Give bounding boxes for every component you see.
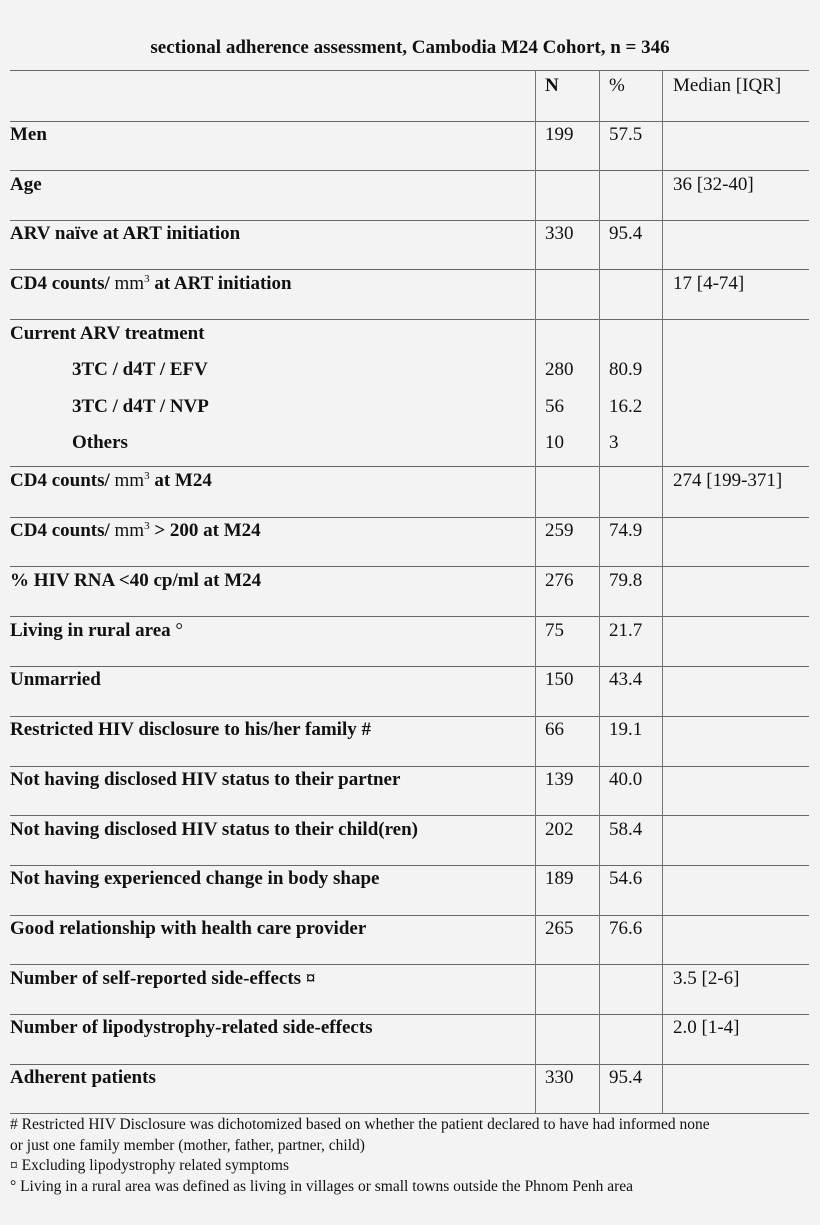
cell-n: 280 <box>545 359 574 380</box>
cell-n: 150 <box>545 669 574 690</box>
cell-n: 56 <box>545 396 564 417</box>
cell-n: 139 <box>545 769 574 790</box>
row-label: ARV naïve at ART initiation <box>10 223 241 244</box>
row-label-pre: CD4 counts/ <box>10 520 110 541</box>
row-label: 3TC / d4T / NVP <box>72 396 209 417</box>
cell-median: 3.5 [2-6] <box>673 968 740 989</box>
cell-pct: 76.6 <box>609 918 643 939</box>
row-label: Restricted HIV disclosure to his/her family # <box>10 719 371 740</box>
rule <box>10 915 809 916</box>
cell-median: 17 [4-74] <box>673 273 745 294</box>
cell-pct: 54.6 <box>609 868 643 889</box>
footnote: or just one family member (mother, father, partner, child) <box>10 1136 365 1154</box>
rule <box>10 170 809 171</box>
cell-pct: 19.1 <box>609 719 643 740</box>
cell-n: 199 <box>545 124 574 145</box>
cell-pct: 40.0 <box>609 769 643 790</box>
footnote-mark: ° <box>175 620 183 641</box>
column-divider <box>599 70 600 1113</box>
cell-n: 10 <box>545 432 564 453</box>
rule <box>10 716 809 717</box>
cell-n: 66 <box>545 719 564 740</box>
footnote: # Restricted HIV Disclosure was dichotomized based on whether the patient declared to have had informed none <box>10 1116 710 1133</box>
row-label: Good relationship with health care provider <box>10 918 367 939</box>
table-title: sectional adherence assessment, Cambodia M24 Cohort, n = 346 <box>150 37 670 58</box>
cell-n: 202 <box>545 819 574 840</box>
rule <box>10 1014 809 1015</box>
row-label-post: at ART initiation <box>154 273 292 294</box>
row-label: Number of lipodystrophy-related side-effects <box>10 1017 373 1038</box>
cell-pct: 57.5 <box>609 124 643 145</box>
column-divider <box>535 70 536 1113</box>
cell-n: 330 <box>545 1067 574 1088</box>
header-pct: % <box>609 75 625 96</box>
superscript: 3 <box>144 520 150 532</box>
row-label: 3TC / d4T / EFV <box>72 359 208 380</box>
cell-pct: 58.4 <box>609 819 643 840</box>
cell-pct: 95.4 <box>609 1067 643 1088</box>
footnote: ° Living in a rural area was defined as living in villages or small towns outside the Phnom Penh area <box>10 1177 634 1195</box>
row-label: Men <box>10 124 47 145</box>
cell-pct: 79.8 <box>609 570 643 591</box>
rule <box>10 616 809 617</box>
rule <box>10 566 809 567</box>
superscript: 3 <box>144 273 150 285</box>
row-label <box>10 273 292 295</box>
header-median: Median [IQR] <box>673 75 782 96</box>
rule <box>10 766 809 767</box>
rule <box>10 1113 809 1114</box>
cell-median: 36 [32-40] <box>673 174 754 195</box>
rule <box>10 121 809 122</box>
rule <box>10 70 809 71</box>
cell-n: 276 <box>545 570 574 591</box>
row-label: % HIV RNA <40 cp/ml at M24 <box>10 570 262 591</box>
row-label: Number of self-reported side-effects ¤ <box>10 968 316 989</box>
cell-pct: 74.9 <box>609 520 643 541</box>
cell-pct: 80.9 <box>609 359 643 380</box>
row-label-post: at M24 <box>154 470 212 491</box>
unit: mm <box>114 470 145 491</box>
row-label: Not having disclosed HIV status to their partner <box>10 769 401 790</box>
row-label-pre: CD4 counts/ <box>10 273 110 294</box>
row-label <box>10 620 183 642</box>
row-label: Others <box>72 432 128 453</box>
cell-n: 265 <box>545 918 574 939</box>
cell-pct: 3 <box>609 432 619 453</box>
cell-median: 2.0 [1-4] <box>673 1017 740 1038</box>
row-label: Not having disclosed HIV status to their child(ren) <box>10 819 419 840</box>
cell-n: 189 <box>545 868 574 889</box>
rule <box>10 517 809 518</box>
cell-n: 75 <box>545 620 564 641</box>
rule <box>10 865 809 866</box>
unit: mm <box>114 273 145 294</box>
row-label-text: Living in rural area <box>10 620 171 641</box>
rule <box>10 1064 809 1065</box>
cell-median: 274 [199-371] <box>673 470 783 491</box>
rule <box>10 269 809 270</box>
row-label <box>10 470 212 492</box>
superscript: 3 <box>144 470 150 482</box>
row-label-post: > 200 at M24 <box>154 520 261 541</box>
unit: mm <box>114 520 145 541</box>
cell-pct: 21.7 <box>609 620 643 641</box>
row-label: Adherent patients <box>10 1067 156 1088</box>
cell-pct: 43.4 <box>609 669 643 690</box>
row-label <box>10 520 261 542</box>
column-divider <box>662 70 663 1113</box>
rule <box>10 466 809 467</box>
row-label-pre: CD4 counts/ <box>10 470 110 491</box>
cell-pct: 95.4 <box>609 223 643 244</box>
rule <box>10 220 809 221</box>
header-n: N <box>545 75 559 96</box>
cell-n: 330 <box>545 223 574 244</box>
rule <box>10 815 809 816</box>
cell-pct: 16.2 <box>609 396 643 417</box>
row-label: Unmarried <box>10 669 101 690</box>
row-label: Age <box>10 174 42 195</box>
rule <box>10 964 809 965</box>
footnote: ¤ Excluding lipodystrophy related symptoms <box>10 1157 289 1174</box>
cell-n: 259 <box>545 520 574 541</box>
footnotes <box>10 1115 815 1197</box>
row-label: Not having experienced change in body shape <box>10 868 380 889</box>
rule <box>10 666 809 667</box>
rule <box>10 319 809 320</box>
row-label: Current ARV treatment <box>10 323 205 344</box>
